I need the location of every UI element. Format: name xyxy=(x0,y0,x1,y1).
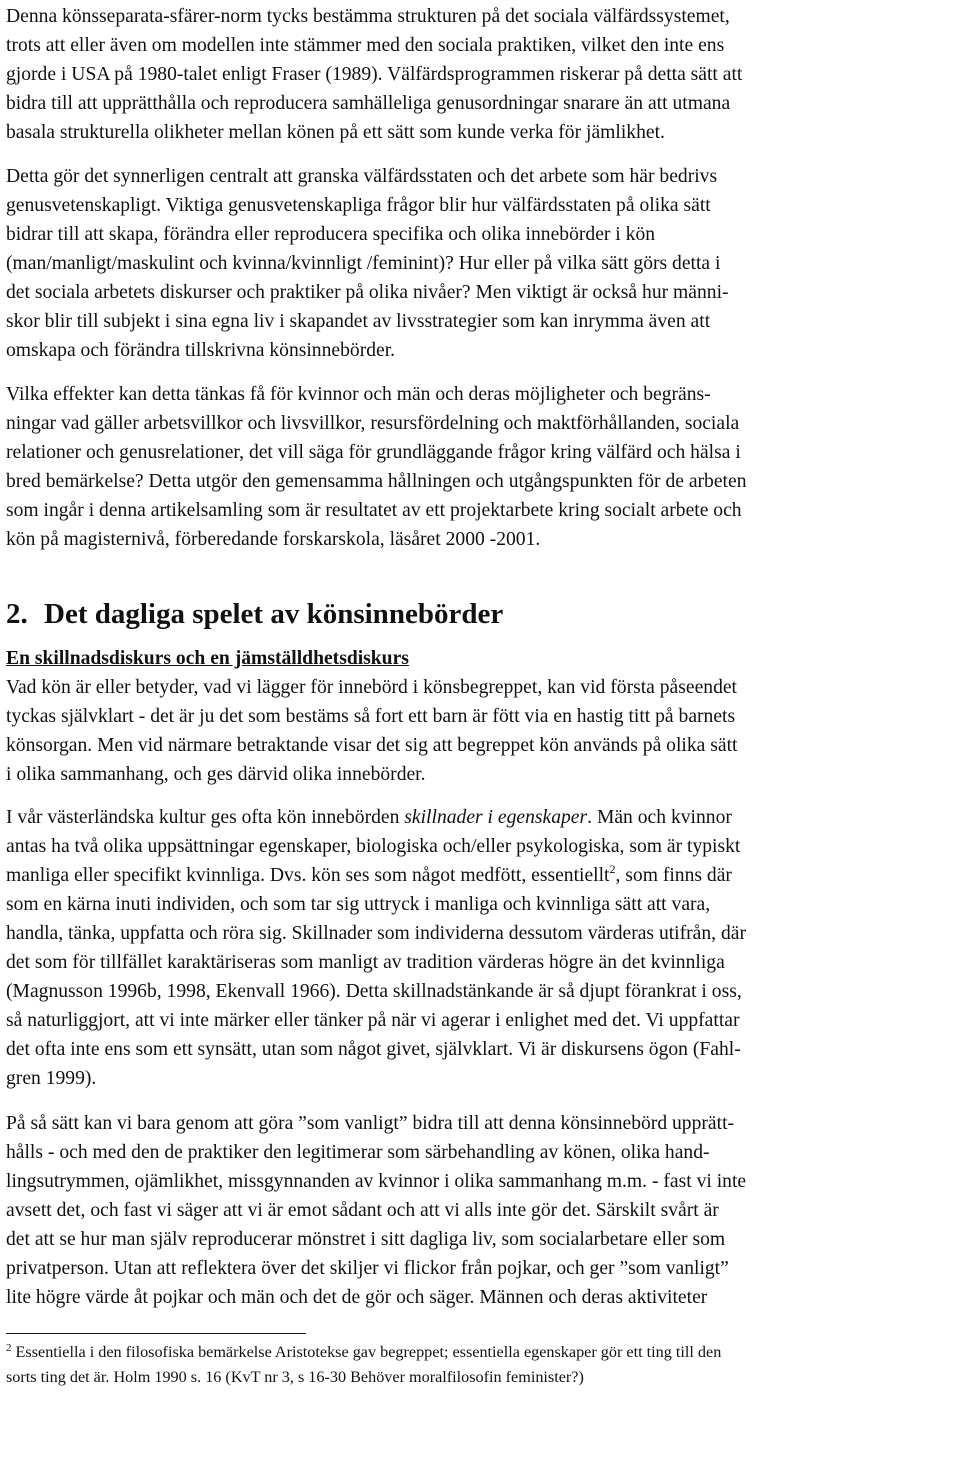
text-line: genusvetenskapligt. Viktiga genusvetenskapliga frågor blir hur välfärdsstaten på olika sätt xyxy=(6,195,711,216)
text-run: , som finns där xyxy=(615,865,732,886)
text-line: det som för tillfället karaktäriseras som manligt av tradition värderas högre än det kvinnliga xyxy=(6,952,725,973)
footnote xyxy=(6,1340,954,1390)
text-line xyxy=(6,861,954,890)
paragraph-welfare-norm xyxy=(6,2,954,147)
text-line: avsett det, och fast vi säger att vi är emot sådant och att vi alls inte gör det. Särskilt svårt är xyxy=(6,1200,719,1221)
text-line: basala strukturella olikheter mellan könen på ett sätt som kunde verka för jämlikhet. xyxy=(6,122,665,143)
text-run: I vår västerländska kultur ges ofta kön innebörden xyxy=(6,807,405,828)
text-line: Detta gör det synnerligen centralt att granska välfärdsstaten och det arbete som här bedrivs xyxy=(6,166,718,187)
text-line: det ofta inte ens som ett synsätt, utan som något givet, självklart. Vi är diskursens ögon (Fahl- xyxy=(6,1039,741,1060)
text-line: bidrar till att skapa, förändra eller reproducera specifika och olika innebörder i kön xyxy=(6,224,656,245)
section-title: Det dagliga spelet av könsinnebörder xyxy=(44,598,504,630)
text-line: kön på magisternivå, förberedande forskarskola, läsåret 2000 -2001. xyxy=(6,529,541,550)
text-line: På så sätt kan vi bara genom att göra ”som vanligt” bidra till att denna könsinnebörd upprätt- xyxy=(6,1113,735,1134)
footnote-text: Essentiella i den filosofiska bemärkelse Aristotekse gav begreppet; essentiella egenskaper gör ett ting till den xyxy=(11,1343,722,1361)
text-line: gren 1999). xyxy=(6,1068,97,1089)
text-line: (Magnusson 1996b, 1998, Ekenvall 1966). Detta skillnadstänkande är så djupt förankrat i oss, xyxy=(6,981,742,1002)
footnote-reference[interactable]: 2 xyxy=(609,862,616,876)
text-line: som en kärna inuti individen, och som tar sig uttryck i manliga och kvinnliga sätt att vara, xyxy=(6,894,711,915)
document-page xyxy=(6,0,954,1390)
section-number: 2. xyxy=(6,598,28,630)
text-line: (man/manligt/maskulint och kvinna/kvinnligt /feminint)? Hur eller på vilka sätt görs detta i xyxy=(6,253,721,274)
text-line: omskapa och förändra tillskrivna könsinnebörder. xyxy=(6,340,396,361)
text-line: i olika sammanhang, och ges därvid olika innebörder. xyxy=(6,764,426,785)
text-line: lite högre värde åt pojkar och män och det de gör och säger. Männen och deras aktiviteter xyxy=(6,1287,708,1308)
italic-term: skillnader i egenskaper xyxy=(404,807,588,828)
subsection-heading: En skillnadsdiskurs och en jämställdhetsdiskurs xyxy=(6,648,409,669)
paragraph-effects xyxy=(6,380,954,554)
text-line: bred bemärkelse? Detta utgör den gemensamma hållningen och utgångspunkten för de arbeten xyxy=(6,471,747,492)
text-line: skor blir till subjekt i sina egna liv i skapandet av livsstrategier som kan inrymma även att xyxy=(6,311,711,332)
text-line: bidra till att upprätthålla och reproducera samhälleliga genusordningar snarare än att utmana xyxy=(6,93,731,114)
paragraph-gender-questions xyxy=(6,162,954,365)
footnote-marker: 2 xyxy=(6,1342,12,1354)
text-line: det att se hur man själv reproducerar mönstret i sitt dagliga liv, som socialarbetare eller som xyxy=(6,1229,726,1250)
text-line: Vad kön är eller betyder, vad vi lägger för innebörd i könsbegreppet, kan vid första påseendet xyxy=(6,677,738,698)
footnote-divider xyxy=(6,1333,306,1334)
paragraph-western-culture xyxy=(6,803,954,1093)
footnote-line xyxy=(6,1340,954,1365)
text-line: trots att eller även om modellen inte stämmer med den sociala praktiken, vilket den inte ens xyxy=(6,35,725,56)
text-line: hålls - och med den de praktiker den legitimerar som särbehandling av könen, olika hand- xyxy=(6,1142,710,1163)
footnote-line: sorts ting det är. Holm 1990 s. 16 (KvT nr 3, s 16-30 Behöver moralfilosofin feminister?) xyxy=(6,1368,584,1386)
paragraph-as-usual xyxy=(6,1109,954,1312)
text-line: så naturliggjort, att vi inte märker eller tänker på när vi agerar i enlighet med det. Vi uppfattar xyxy=(6,1010,740,1031)
text-line: Denna könsseparata-sfärer-norm tycks bestämma strukturen på det sociala välfärdssystemet, xyxy=(6,6,730,27)
text-line: relationer och genusrelationer, det vill säga för grundläggande frågor kring välfärd och hälsa i xyxy=(6,442,741,463)
text-line: privatperson. Utan att reflektera över det skiljer vi flickor från pojkar, och ger ”som vanligt” xyxy=(6,1258,729,1279)
section-heading xyxy=(6,596,954,632)
text-run: manliga eller specifikt kvinnliga. Dvs. kön ses som något medfött, essentiellt xyxy=(6,865,610,886)
text-line: könsorgan. Men vid närmare betraktande visar det sig att begreppet kön används på olika sätt xyxy=(6,735,738,756)
text-line: tyckas självklart - det är ju det som bestäms så fort ett barn är fött via en hastig titt på barnets xyxy=(6,706,736,727)
text-line: antas ha två olika uppsättningar egenskaper, biologiska och/eller psykologiska, som är typiskt xyxy=(6,836,741,857)
text-run: . Män och kvinnor xyxy=(587,807,732,828)
text-line: gjorde i USA på 1980-talet enligt Fraser (1989). Välfärdsprogrammen riskerar på detta sätt att xyxy=(6,64,743,85)
text-line: handla, tänka, uppfatta och röra sig. Skillnader som individerna dessutom värderas utifrån, där xyxy=(6,923,746,944)
text-line: lingsutrymmen, ojämlikhet, missgynnanden av kvinnor i olika sammanhang m.m. - fast vi inte xyxy=(6,1171,747,1192)
text-line xyxy=(6,803,954,832)
text-line: som ingår i denna artikelsamling som är resultatet av ett projektarbete kring socialt arbete och xyxy=(6,500,742,521)
paragraph-meaning-of-gender xyxy=(6,673,954,789)
text-line: Vilka effekter kan detta tänkas få för kvinnor och män och deras möjligheter och begräns- xyxy=(6,384,711,405)
text-line: ningar vad gäller arbetsvillkor och livsvillkor, resursfördelning och maktförhållanden, sociala xyxy=(6,413,740,434)
text-line: det sociala arbetets diskurser och praktiker på olika nivåer? Men viktigt är också hur männi- xyxy=(6,282,729,303)
